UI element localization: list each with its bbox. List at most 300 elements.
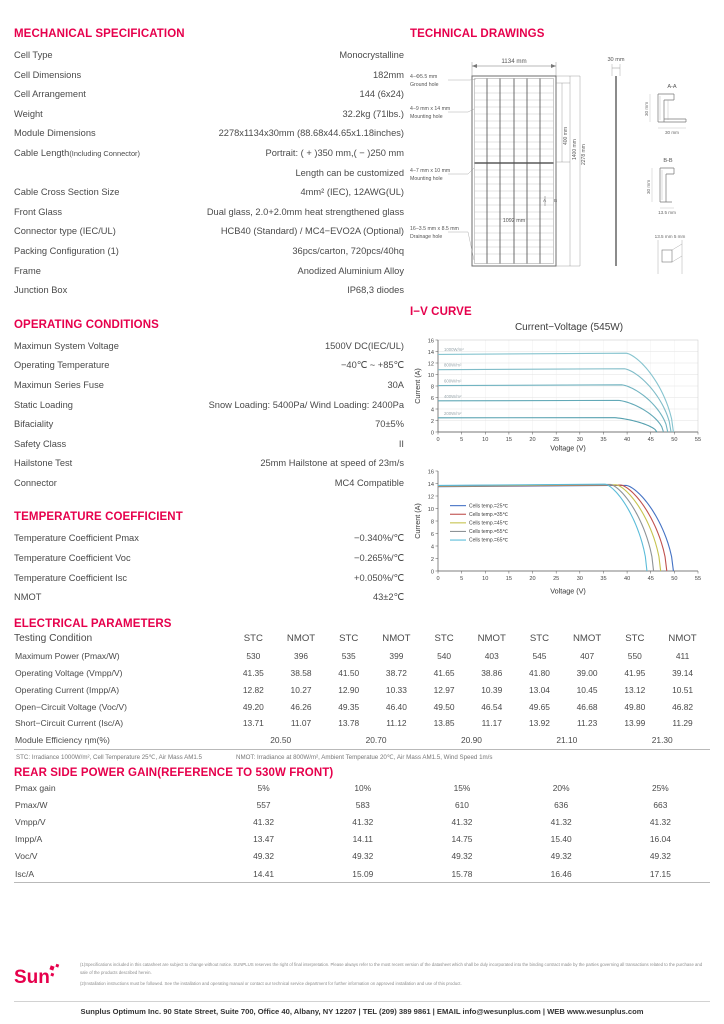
- spec-row: [14, 105, 404, 125]
- cell-value: 17.15: [649, 868, 671, 879]
- spec-row: [14, 85, 404, 105]
- cell-value: 38.58: [290, 668, 312, 679]
- cell-value: 21.30: [651, 735, 673, 746]
- row-label: Pmax/W: [15, 799, 48, 810]
- row-label: Short−Circuit Current (Isc/A): [15, 718, 124, 729]
- spec-value: Anodized Aluminium Alloy: [297, 265, 404, 276]
- cell-value: 41.32: [550, 817, 572, 827]
- iv-chart-temperature: [410, 465, 710, 600]
- spec-value: −0.340%/℃: [354, 533, 404, 544]
- cell-value: 39.14: [672, 668, 694, 679]
- cell-value: 49.80: [624, 701, 646, 712]
- cell-value: 38.72: [385, 668, 407, 679]
- cell-value: 10%: [354, 782, 372, 793]
- y-tick-label: 0: [430, 569, 434, 576]
- footer-divider: [14, 1001, 710, 1002]
- x-tick-label: 25: [553, 576, 560, 582]
- cell-value: 530: [246, 651, 261, 662]
- spec-value: HCB40 (Standard) / MC4−EVO2A (Optional): [220, 226, 404, 237]
- disclaimer-block: [80, 961, 710, 992]
- cell-value: 557: [256, 799, 271, 810]
- spec-key: Frame: [14, 265, 41, 276]
- row-label: Pmax gain: [15, 782, 56, 793]
- spec-row: [14, 183, 404, 203]
- spec-key: Cell Dimensions: [14, 69, 82, 80]
- y-tick-label: 16: [427, 338, 434, 345]
- cell-value: 49.35: [338, 701, 360, 712]
- cell-value: 41.32: [352, 817, 374, 827]
- spec-key: Cell Type: [14, 50, 53, 60]
- spec-value: 144 (6x24): [359, 89, 404, 100]
- spec-key: Temperature Coefficient Isc: [14, 572, 127, 583]
- cell-value: 38.86: [481, 668, 503, 679]
- iv-curve-heading: I−V CURVE: [410, 306, 472, 318]
- spec-row: [14, 46, 404, 66]
- cell-value: 583: [355, 799, 370, 810]
- data-series-line: [438, 400, 663, 432]
- x-tick-label: 50: [671, 437, 678, 443]
- spec-value: 43±2℃: [372, 592, 404, 603]
- spec-row: [14, 529, 404, 549]
- callout-0-line2: Ground hole: [410, 82, 439, 88]
- spec-key: Hailstone Test: [14, 458, 73, 469]
- cell-value: 20.50: [270, 735, 292, 746]
- rule: [14, 883, 710, 885]
- x-tick-label: 5: [460, 437, 464, 443]
- temperature-coefficient-list: [14, 529, 404, 607]
- spec-value: −40℃ ~ +85℃: [340, 360, 404, 371]
- spec-row: [14, 474, 404, 494]
- y-tick-label: 12: [427, 494, 434, 501]
- drawing-thickness-label: 30 mm: [607, 57, 625, 63]
- cell-value: 49.32: [550, 851, 572, 862]
- spec-value: 36pcs/carton, 720pcs/40hq: [292, 245, 404, 256]
- electrical-parameters-table: [14, 630, 710, 751]
- legend-label: Cells temp.=45℃: [469, 520, 509, 527]
- cell-value: 41.32: [649, 817, 671, 827]
- footnote-stc: STC: Irradiance 1000W/m², Cell Temperature 25℃, Air Mass AM1.5: [16, 754, 202, 762]
- spec-key: Operating Temperature: [14, 360, 110, 371]
- spec-key: Cell Arrangement: [14, 89, 86, 100]
- table-row: [14, 648, 710, 665]
- spec-value: 25mm Hailstone at speed of 23m/s: [260, 458, 404, 469]
- x-tick-label: 55: [694, 437, 702, 443]
- cell-value: 11.23: [576, 718, 598, 729]
- x-tick-label: 50: [671, 576, 678, 582]
- callout-1-line2: Mounting hole: [410, 114, 443, 120]
- x-tick-label: 0: [436, 576, 440, 582]
- x-tick-label: 20: [529, 437, 536, 443]
- cell-value: 20%: [552, 782, 570, 793]
- x-tick-label: 15: [505, 437, 513, 443]
- cell-value: 41.80: [528, 668, 550, 679]
- cell-value: 15%: [453, 782, 471, 793]
- cell-value: 49.20: [242, 701, 264, 712]
- x-tick-label: 40: [623, 576, 631, 582]
- spec-key: Cable Length(Including Connector): [14, 147, 140, 158]
- detail-view-0-height: 30 mm: [644, 101, 649, 116]
- y-axis-label: Current (A): [413, 368, 422, 404]
- spec-row: [14, 569, 404, 589]
- y-tick-label: 4: [430, 544, 434, 551]
- legend-label: Cells temp.=35℃: [469, 511, 509, 518]
- rear-side-table: [14, 779, 710, 885]
- cell-value: 15.09: [352, 868, 374, 879]
- y-tick-label: 6: [430, 531, 434, 538]
- spec-row: [14, 588, 404, 608]
- y-tick-label: 10: [427, 506, 434, 513]
- cell-value: 11.07: [290, 718, 312, 729]
- detail-view-1-width: 13.5 mm: [658, 210, 676, 215]
- condition-header: STC: [434, 632, 454, 644]
- cell-value: 25%: [651, 782, 669, 793]
- condition-header: STC: [529, 632, 550, 644]
- section-mark-a: A: [543, 199, 547, 204]
- cell-value: 20.90: [460, 735, 482, 746]
- cell-value: 13.04: [528, 684, 550, 695]
- spec-row: [14, 337, 404, 357]
- cell-value: 535: [341, 651, 356, 662]
- cell-value: 13.92: [528, 718, 550, 729]
- cell-value: 13.47: [253, 834, 275, 845]
- iv-chart-irradiance: [410, 322, 710, 457]
- x-axis-label: Voltage (V): [550, 443, 586, 452]
- spec-value: 30A: [387, 379, 404, 390]
- cell-value: 46.40: [385, 701, 407, 712]
- cell-value: 14.75: [451, 834, 473, 845]
- chart-0-svg: [410, 334, 710, 452]
- cell-value: 11.17: [481, 718, 502, 729]
- spec-value: 70±5%: [375, 419, 404, 430]
- legend-label: 800W/m²: [444, 362, 462, 368]
- spec-row: [14, 66, 404, 86]
- spec-key: Temperature Coefficient Pmax: [14, 533, 139, 544]
- callout-0-line1: 4−Φ5.5 mm: [410, 74, 438, 80]
- legend-label: 600W/m²: [444, 378, 462, 384]
- cell-value: 20.70: [365, 735, 387, 746]
- testing-condition-label: Testing Condition: [14, 632, 93, 644]
- spec-row: [14, 124, 404, 144]
- row-label: Impp/A: [15, 834, 43, 845]
- condition-header: STC: [243, 632, 263, 644]
- mechanical-spec-heading: MECHANICAL SPECIFICATION: [14, 28, 185, 40]
- cell-value: 49.32: [451, 851, 473, 862]
- cell-value: 11.12: [386, 718, 407, 729]
- spec-key: Maximun Series Fuse: [14, 379, 104, 390]
- spec-key: Front Glass: [14, 206, 63, 217]
- drawing-inner-dim: 1092 mm: [502, 218, 526, 224]
- y-tick-label: 8: [430, 519, 434, 526]
- spec-row: [14, 435, 404, 455]
- spec-row: [14, 396, 404, 416]
- operating-conditions-list: [14, 337, 404, 494]
- left-column: [14, 28, 404, 608]
- condition-header: NMOT: [286, 632, 316, 644]
- cell-value: 403: [484, 651, 499, 662]
- footnote-nmot: NMOT: Irradiance at 800W/m², Ambient Temperatue 20℃, Air Mass AM1.5, Wind Speed 1m/s: [236, 754, 493, 762]
- spec-row: [14, 164, 404, 184]
- cell-value: 41.32: [451, 817, 473, 827]
- cell-value: 545: [532, 651, 547, 662]
- cell-value: 396: [294, 651, 309, 662]
- cell-value: 13.78: [338, 718, 360, 729]
- spec-value: Length can be customized: [295, 167, 404, 178]
- spec-key: Temperature Coefficient Voc: [14, 553, 131, 564]
- chart-1-svg: [410, 465, 710, 595]
- cell-value: 15.40: [550, 834, 572, 845]
- data-series-line: [438, 385, 668, 432]
- table-row: [14, 681, 710, 698]
- spec-value: +0.050%/℃: [354, 572, 404, 583]
- page-footer: [0, 961, 724, 1024]
- detail-view-0-title: A-A: [667, 84, 677, 90]
- row-label: Isc/A: [15, 868, 35, 879]
- x-tick-label: 0: [436, 437, 440, 443]
- cell-value: 12.82: [242, 684, 264, 695]
- spec-value: Snow Loading: 5400Pa/ Wind Loading: 2400Pa: [208, 399, 404, 410]
- cell-value: 14.41: [253, 868, 275, 879]
- cell-value: 46.26: [290, 701, 312, 712]
- x-tick-label: 15: [505, 576, 513, 582]
- table-header-row: [14, 630, 710, 648]
- spec-key: Safety Class: [14, 438, 67, 449]
- cell-value: 21.10: [556, 735, 578, 746]
- spec-value: Monocrystalline: [339, 50, 404, 60]
- technical-drawing-svg: [410, 50, 716, 280]
- x-tick-label: 40: [623, 437, 631, 443]
- spec-value: II: [398, 438, 404, 449]
- condition-header: NMOT: [382, 632, 411, 644]
- legend-label: 1000W/m²: [444, 346, 464, 352]
- section-mark-b: B: [554, 199, 558, 204]
- vertical-dim-2: 2278 mm: [581, 144, 587, 165]
- x-tick-label: 45: [647, 437, 654, 443]
- spec-key: Module Dimensions: [14, 128, 96, 139]
- row-label: Module Efficiency ηm(%): [15, 735, 110, 746]
- cell-value: 10.33: [385, 684, 407, 695]
- cell-value: 10.27: [290, 684, 312, 695]
- cell-value: 15.78: [451, 868, 473, 879]
- callout-1-line1: 4−9 mm x 14 mm: [410, 106, 451, 112]
- spec-value: 1500V DC(IEC/UL): [324, 340, 404, 351]
- spec-key: Junction Box: [14, 285, 68, 296]
- x-tick-label: 30: [576, 437, 583, 443]
- spec-value: Dual glass, 2.0+2.0mm heat strengthened glass: [206, 206, 404, 217]
- spec-value: Portrait: ( + )350 mm,( − )250 mm: [265, 147, 404, 158]
- table-row: [14, 848, 710, 865]
- cell-value: 636: [554, 799, 569, 810]
- table-row: [14, 665, 710, 682]
- y-tick-label: 12: [427, 361, 434, 368]
- rear-side-section: [0, 767, 724, 885]
- x-tick-label: 20: [529, 576, 536, 582]
- cell-value: 10.39: [481, 684, 503, 695]
- detail-view-1-height: 30 mm: [646, 179, 651, 194]
- spec-value: MC4 Compatible: [334, 477, 404, 488]
- spec-value: IP68,3 diodes: [347, 285, 404, 296]
- row-label: Voc/V: [15, 851, 38, 862]
- x-tick-label: 5: [460, 576, 464, 582]
- logo-text: Sun: [14, 967, 50, 988]
- y-tick-label: 6: [430, 395, 434, 402]
- y-tick-label: 16: [427, 469, 434, 476]
- table-row: [14, 698, 710, 715]
- spec-key: Connector type (IEC/UL): [14, 226, 116, 237]
- table-row: [14, 779, 710, 796]
- condition-header: NMOT: [572, 632, 602, 644]
- cell-value: 14.11: [352, 834, 373, 845]
- electrical-parameters-heading: ELECTRICAL PARAMETERS: [14, 617, 172, 630]
- spec-value: −0.265%/℃: [354, 553, 404, 564]
- cell-value: 16.04: [649, 834, 671, 845]
- vertical-dim-0: 400 mm: [563, 126, 569, 145]
- table-bottom-rule: [14, 883, 710, 885]
- spec-value: 2278x1134x30mm (88.68x44.65x1.18inches): [218, 128, 404, 139]
- data-series-line: [438, 418, 657, 432]
- data-series-line: [438, 353, 673, 432]
- y-tick-label: 4: [430, 407, 434, 414]
- legend-label: 400W/m²: [444, 393, 462, 399]
- spec-key: Bifaciality: [14, 419, 54, 430]
- condition-header: NMOT: [477, 632, 506, 644]
- x-tick-label: 30: [576, 576, 583, 582]
- spec-row: [14, 376, 404, 396]
- cell-value: 49.32: [253, 851, 275, 862]
- spec-row: [14, 415, 404, 435]
- cell-value: 41.32: [253, 817, 275, 827]
- x-tick-label: 35: [600, 576, 607, 582]
- spec-row: [14, 242, 404, 262]
- condition-header: NMOT: [668, 632, 697, 644]
- row-label: Maximum Power (Pmax/W): [15, 651, 120, 662]
- cell-value: 407: [580, 651, 595, 662]
- row-label: Operating Voltage (Vmpp/V): [15, 668, 123, 679]
- cell-value: 46.68: [576, 701, 598, 712]
- detail-view-1-title: B-B: [663, 158, 673, 164]
- condition-header: STC: [625, 632, 645, 644]
- cell-value: 550: [627, 651, 642, 662]
- temperature-coefficient-heading: TEMPERATURE COEFFICIENT: [14, 511, 183, 524]
- spec-key: Weight: [14, 108, 43, 119]
- cell-value: 41.65: [433, 668, 455, 679]
- detail-view-2-width: 13.5 mm 5 mm: [654, 234, 686, 239]
- electrical-parameters-section: [0, 618, 724, 761]
- spec-value: 32.2kg (71lbs.): [342, 108, 404, 119]
- legend-label: Cells temp.=65℃: [469, 537, 509, 544]
- y-tick-label: 14: [427, 481, 434, 488]
- cell-value: 16.46: [550, 868, 572, 879]
- y-axis-label: Current (A): [413, 503, 422, 539]
- spec-key: Maximun System Voltage: [14, 340, 119, 351]
- data-series-line: [438, 485, 661, 571]
- disclaimer-line-1: (1)Specifications included in this catasheet are subject to change without notice. SUNPLUS reserves the right of final interpretation. Please always refer to the most recent version of the datasheet which shall be duly incorporated into the binding contract made by the parties governing all transactions related to the purchase and sale of the products described herein.: [80, 962, 703, 975]
- cell-value: 49.32: [649, 851, 671, 862]
- sunplus-logo: [14, 961, 70, 994]
- spec-row: [14, 144, 404, 164]
- table-row: [14, 796, 710, 813]
- spec-row: [14, 203, 404, 223]
- rear-side-heading: REAR SIDE POWER GAIN(REFERENCE TO 530W FRONT): [14, 767, 334, 780]
- cell-value: 411: [675, 651, 690, 662]
- cell-value: 13.71: [242, 718, 264, 729]
- right-column: [404, 28, 710, 608]
- callout-3-line2: Drainage hole: [410, 234, 443, 240]
- callout-2-line2: Mounting hole: [410, 176, 443, 182]
- cell-value: 663: [653, 799, 668, 810]
- logo-icon: [14, 963, 70, 989]
- x-axis-label: Voltage (V): [550, 586, 586, 595]
- cell-value: 10.45: [576, 684, 598, 695]
- x-tick-label: 55: [694, 576, 702, 582]
- x-tick-label: 45: [647, 576, 654, 582]
- company-address: Sunplus Optimum Inc. 90 State Street, Suite 700, Office 40, Albany, NY 12207 | TEL (209) 389 9861 | EMAIL info@wesunplus.com | WEB www.wesunplus.com: [80, 1007, 644, 1016]
- row-label: Open−Circuit Voltage (Voc/V): [15, 701, 128, 712]
- electrical-footnotes: [14, 751, 710, 761]
- cell-value: 540: [437, 651, 452, 662]
- spec-value: 182mm: [372, 69, 404, 80]
- spec-row: [14, 262, 404, 282]
- cell-value: 12.90: [338, 684, 360, 695]
- cell-value: 41.95: [624, 668, 646, 679]
- technical-drawings-heading: TECHNICAL DRAWINGS: [410, 28, 545, 40]
- cell-value: 13.85: [433, 718, 455, 729]
- spec-row: [14, 356, 404, 376]
- disclaimer-line-2: (2)Installation instructions must be followed. See the installation and operating manual or contact our technical service department for further information on approved installation and use of this product.: [80, 981, 462, 987]
- cell-value: 46.54: [481, 701, 503, 712]
- data-series-line: [438, 484, 647, 571]
- spec-row: [14, 281, 404, 301]
- efficiency-row: [14, 732, 710, 749]
- y-tick-label: 2: [430, 556, 434, 563]
- legend-label: Cells temp.=25℃: [469, 503, 509, 510]
- callout-3-line1: 16−3.5 mm x 8.5 mm: [410, 226, 459, 232]
- row-label: Vmpp/V: [15, 817, 46, 827]
- table-row: [14, 813, 710, 830]
- chart-0-title: Current−Voltage (545W): [514, 322, 624, 333]
- operating-conditions-heading: OPERATING CONDITIONS: [14, 318, 159, 331]
- table-row: [14, 865, 710, 883]
- cell-value: 12.97: [433, 684, 455, 695]
- y-tick-label: 10: [427, 372, 434, 379]
- table-row: [14, 831, 710, 848]
- cell-value: 46.82: [672, 701, 694, 712]
- spec-key-sub: (Including Connector): [69, 148, 140, 158]
- x-tick-label: 10: [482, 576, 489, 582]
- spec-row: [14, 222, 404, 242]
- spec-key: NMOT: [14, 592, 42, 603]
- row-label: Operating Current (Impp/A): [15, 684, 120, 695]
- cell-value: 13.99: [624, 718, 646, 729]
- spec-key: Connector: [14, 477, 57, 488]
- vertical-dim-1: 1400 mm: [572, 139, 578, 160]
- cell-value: 399: [389, 651, 404, 662]
- legend-label: 200W/m²: [444, 411, 462, 417]
- spec-value: 4mm² (IEC), 12AWG(UL): [300, 187, 404, 198]
- cell-value: 41.35: [242, 668, 264, 679]
- cell-value: 49.50: [433, 701, 455, 712]
- technical-drawing-figure: [410, 50, 710, 280]
- x-tick-label: 25: [553, 437, 560, 443]
- y-tick-label: 14: [427, 349, 434, 356]
- cell-value: 11.29: [672, 718, 693, 729]
- cell-value: 610: [454, 799, 469, 810]
- detail-view-0-width: 30 mm: [664, 130, 680, 135]
- spec-key: Static Loading: [14, 399, 73, 410]
- condition-header: STC: [339, 632, 359, 644]
- cell-value: 13.12: [624, 684, 646, 695]
- cell-value: 39.00: [576, 668, 598, 679]
- y-tick-label: 0: [430, 430, 434, 437]
